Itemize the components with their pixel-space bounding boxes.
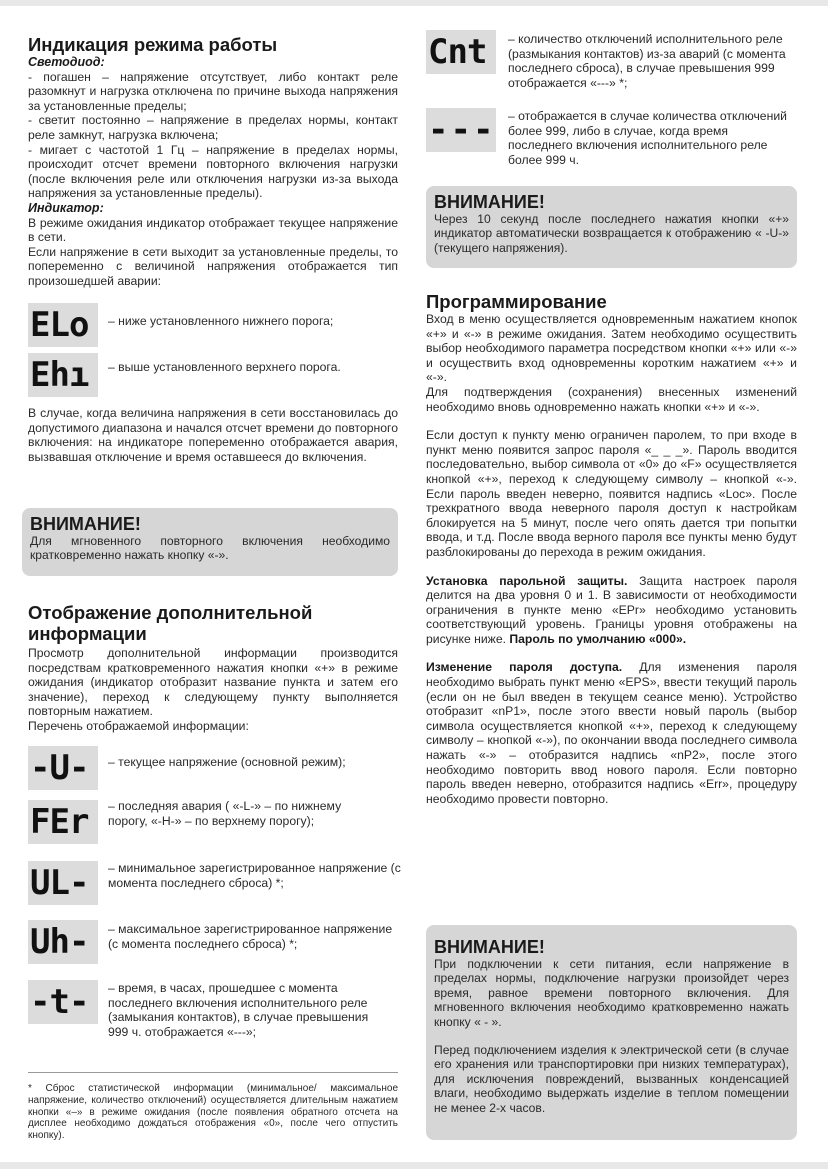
section-indication	[28, 34, 398, 289]
paragraph: Если доступ к пункту меню ограничен паролем, то при входе в пункт меню появится запрос пароля «_ _ _». Пароль вводится последовательно, выбор символа от «0» до «F» осуществляется кнопкой «+», переход к следующему символу – кнопкой «-». Если пароль введен неверно, появится надпись «Loc». После трехкратного ввода неверного пароля доступ к настройкам блокируется на 5 минут, после чего опять дается три попытки ввода, и т.д. После ввода верного пароля все пункты меню будут разблокированы до перехода в режим ожидания.	[426, 428, 797, 559]
warning-text: При подключении к сети питания, если напряжение в пределах нормы, подключение нагрузки произойдет через время, равное времени повторного включения. Для мгновенного включения необходимо кратковременно нажать кнопку « - ».	[434, 957, 789, 1029]
paragraph: В режиме ожидания индикатор отображает текущее напряжение в сети.	[28, 215, 398, 245]
display-desc: – максимальное зарегистрированное напряжение (с момента последнего сброса) *;	[108, 922, 393, 951]
section-title: Программирование	[426, 291, 607, 312]
display-t: -t-	[28, 980, 98, 1024]
password-change-paragraph	[426, 660, 797, 806]
paragraph: В случае, когда величина напряжения в сети восстановилась до допустимого диапазона и начался отсчет времени до повторного включения: на индикаторе попеременно отображается авария, вызвавшая отключение и время оставшееся до включения.	[28, 406, 398, 464]
password-change-text: Для изменения пароля необходимо выбрать пункт меню «EPS», ввести текущий пароль (если он не был введен в текущем сеансе меню). Устройство отобразит «nP1», после этого ввести новый пароль (выбор символа осуществляется кнопкой «+», переход к следующему символу – кнопкой «-»), по окончании ввода последнего символа нажать «-» – отобразится надпись «nP2», после этого необходимо повторить ввод нового пароля. Если повторно пароль введен неверно, отобразится надпись «Err», процедуру необходимо провести повторно.	[426, 660, 797, 806]
password-setup-paragraph	[426, 574, 797, 647]
page-edge	[0, 1162, 828, 1169]
recovery-paragraph-wrap	[28, 406, 398, 464]
warning-text: Перед подключением изделия к электрической сети (в случае его хранения или транспортировки при низких температурах), для исключения повреждений, вызванных конденсацией влаги, необходимо выдержать изделие в теплом помещении не менее 2-х часов.	[434, 1043, 789, 1115]
paragraph: Для подтверждения (сохранения) внесенных изменений необходимо вновь одновременно нажать кнопки «+» и «-».	[426, 384, 797, 414]
section-programming	[426, 291, 797, 806]
indicator-label: Индикатор:	[28, 200, 104, 215]
section-title: Индикация режима работы	[28, 34, 278, 55]
footnote: * Сброс статистической информации (минимальное/ максимальное напряжение, количество отключений) осуществляется длительным нажатием кнопки «–» в режиме ожидания (после появления обратного отсчета на дисплее необходимо дождаться отображения «0», после чего отпустить кнопку).	[28, 1083, 398, 1142]
display-ehi: Ehı	[28, 353, 98, 397]
password-setup-heading: Установка парольной защиты.	[426, 573, 628, 588]
display-fer: FEr	[28, 800, 98, 844]
footnote-wrap	[28, 1083, 398, 1142]
display-u: -U-	[28, 746, 98, 790]
display-desc: – минимальное зарегистрированное напряжение (с момента последнего сброса) *;	[108, 861, 401, 890]
password-change-heading: Изменение пароля доступа.	[426, 660, 623, 675]
paragraph: Просмотр дополнительной информации производится посредствам кратковременного нажатия кнопки «+» в режиме ожидания (индикатор отобразит название пункта и затем его значение), переход к следующему пункту выполняется повторным нажатием.	[28, 646, 398, 719]
display-dashes: ---	[428, 110, 496, 150]
password-setup-text: Защита настроек пароля делится на два уровня 0 и 1. В зависимости от необходимости ограничения в пункте меню «EPr» необходимо установить соответствующий уровень. Границы уровня отображены на рисунке ниже.	[426, 573, 797, 646]
warning-text: Через 10 секунд после последнего нажатия кнопки «+» индикатор автоматически возвращается к отображению « -U-» (текущего напряжения).	[434, 212, 789, 255]
led-item: - мигает с частотой 1 Гц – напряжение в пределах нормы, происходит отсчет времени повторного включения нагрузки (после включения реле или отключения нагрузки из-за выхода напряжения за установленные пределы).	[28, 142, 398, 201]
page-edge	[0, 0, 828, 6]
display-desc: – ниже установленного нижнего порога;	[108, 314, 334, 328]
display-desc: – количество отключений исполнительного реле (размыкания контактов) из-за аварий (с момента последнего сброса), в случае превышения 999 отображается «---» *;	[508, 32, 786, 90]
warning-title: ВНИМАНИЕ!	[434, 937, 545, 957]
warning-title: ВНИМАНИЕ!	[434, 192, 545, 212]
warning-box	[22, 508, 398, 576]
led-item: - погашен – напряжение отсутствует, либо контакт реле разомкнут и нагрузка отключена по причине выхода напряжения за установленные пределы;	[28, 69, 398, 113]
display-uh: Uh-	[28, 920, 98, 964]
warning-box	[426, 186, 797, 268]
warning-title: ВНИМАНИЕ!	[30, 514, 141, 534]
display-desc: – отображается в случае количества отключений более 999, либо в случае, когда время последнего включения исполнительного реле более 999 ч.	[508, 109, 787, 167]
display-ul: UL-	[28, 861, 98, 905]
display-desc: – время, в часах, прошедшее с момента последнего включения исполнительного реле (замыкания контактов), в случае превышения 999 ч. отображается «---»;	[108, 981, 369, 1039]
footnote-divider	[28, 1072, 398, 1073]
display-desc: – выше установленного верхнего порога.	[108, 360, 341, 374]
display-desc: – текущее напряжение (основной режим);	[108, 755, 346, 769]
display-desc: – последняя авария ( «-L-» – по нижнему порогу, «-H-» – по верхнему порогу);	[108, 799, 342, 828]
default-password-note: Пароль по умолчанию «000».	[509, 631, 687, 646]
led-label: Светодиод:	[28, 55, 105, 69]
display-cnt: Cnt	[426, 30, 496, 74]
section-additional-info	[28, 602, 398, 734]
paragraph: Если напряжение в сети выходит за установленные пределы, то попеременно с величиной напряжения отображается тип произошедшей аварии:	[28, 244, 398, 288]
paragraph: Перечень отображаемой информации:	[28, 718, 249, 733]
section-title: Отображение дополнительной информации	[28, 602, 313, 644]
display-elo: ELo	[28, 303, 98, 347]
warning-text: Для мгновенного повторного включения необходимо кратковременно нажать кнопку «-».	[30, 534, 390, 563]
paragraph: Вход в меню осуществляется одновременным нажатием кнопок «+» и «-» в режиме ожидания. Затем необходимо осуществить выбор необходимого параметра посредством кнопки «+» или «-» и осуществить вход одновременны коротким нажатием «+» и «-».	[426, 312, 797, 385]
led-item: - светит постоянно – напряжение в пределах нормы, контакт реле замкнут, нагрузка включена;	[28, 113, 398, 142]
warning-box	[426, 925, 797, 1140]
